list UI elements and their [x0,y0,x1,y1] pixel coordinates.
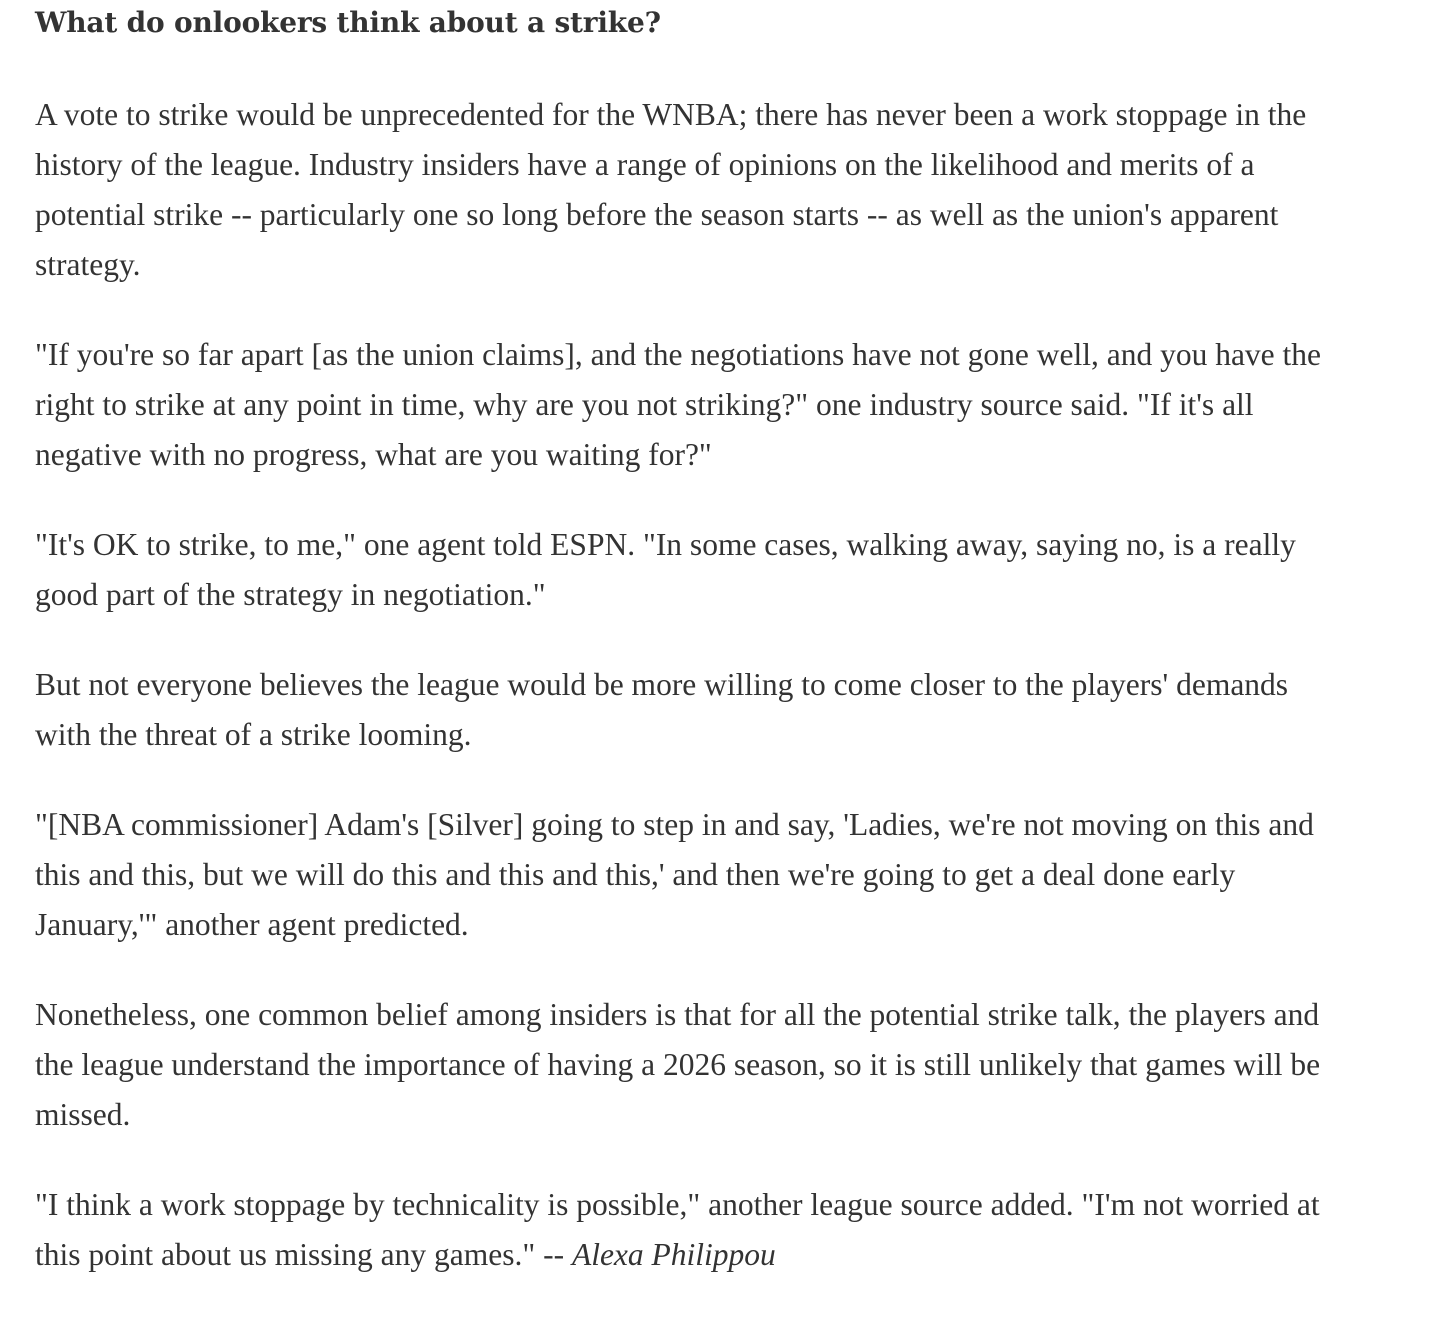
author-byline: Alexa Philippou [571,1237,776,1272]
paragraph-1: A vote to strike would be unprecedented for the WNBA; there has never been a work stoppage in the history of the league. Industry insiders have a range of opinions on the likelihood and merits of a potential strike -- particularly one so long before the season starts -- as well as the union's apparent strategy. [35,97,1307,282]
paragraph-6: Nonetheless, one common belief among insiders is that for all the potential strike talk, the players and the league understand the importance of having a 2026 season, so it is still unlikely that games will be missed. [35,997,1321,1132]
article-body [35,0,1325,1320]
paragraph-2: "If you're so far apart [as the union claims], and the negotiations have not gone well, and you have the right to strike at any point in time, why are you not striking?" one industry source said. "If it's all negative with no progress, what are you waiting for?" [35,337,1322,472]
paragraph-3: "It's OK to strike, to me," one agent told ESPN. "In some cases, walking away, saying no, is a really good part of the strategy in negotiation." [35,527,1296,612]
paragraph-4: But not everyone believes the league would be more willing to come closer to the players' demands with the threat of a strike looming. [35,667,1289,752]
paragraph-7 [35,1180,1325,1280]
paragraph-7-text: "I think a work stoppage by technicality is possible," another league source added. "I'm not worried at this point about us missing any games." -- [35,1187,1320,1272]
section-heading: What do onlookers think about a strike? [35,6,661,39]
paragraph-5: "[NBA commissioner] Adam's [Silver] going to step in and say, 'Ladies, we're not moving on this and this and this, but we will do this and this and this,' and then we're going to get a deal done early January,'" another agent predicted. [35,807,1314,942]
